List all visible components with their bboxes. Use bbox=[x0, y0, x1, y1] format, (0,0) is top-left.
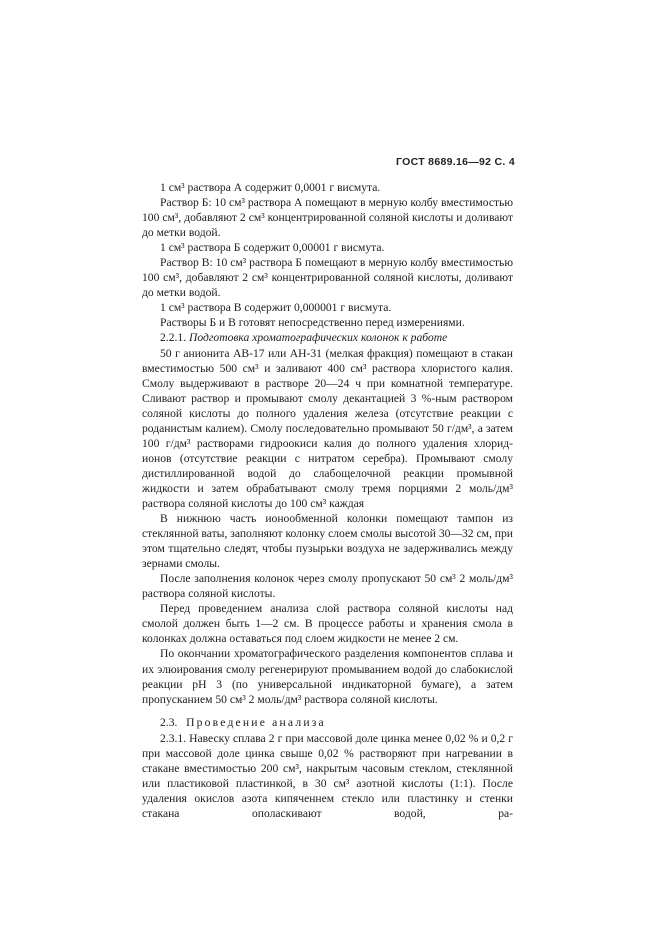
paragraph: Раствор Б: 10 см³ раствора А помещают в мерную колбу вместимостью 100 см³, добавляют 2 см³ концентрированной соляной кислоты и доливают до метки водой. bbox=[142, 196, 513, 240]
subsection-number: 2.2.1. bbox=[160, 331, 187, 345]
section-title: Проведение анализа bbox=[186, 715, 326, 729]
paragraph: По окончании хроматографического разделения компонентов сплава и их элюирования смолу регенерируют промыванием водой до слабокислой реакции рН 3 (по универсальной индикаторной бумаге), а затем пропусканием 50 см³ 2 моль/дм³ раствора соляной кислоты. bbox=[142, 647, 513, 706]
paragraph: В нижнюю часть ионообменной колонки помещают тампон из стеклянной ваты, заполняют колонку слоем смолы высотой 30—32 см, при этом тщательно следят, чтобы пузырьки воздуха не задерживались между зернами смолы. bbox=[142, 512, 513, 571]
paragraph: Растворы Б и В готовят непосредственно перед измерениями. bbox=[160, 316, 465, 330]
subsection-heading bbox=[142, 330, 513, 345]
paragraph: 50 г анионита АВ-17 или АН-31 (мелкая фракция) помещают в стакан вместимостью 500 см³ и заливают 400 см³ раствора хлористого калия. Смолу выдерживают в растворе 20—24 ч при комнатной температуре. Сливают раствор и промывают смолу декантацией 3 %-ным раствором соляной кислоты до полного удаления железа (отсутствие реакции с роданистым калием). Смолу последовательно промывают 50 г/дм³, а затем 100 г/дм³ растворами гидроокиси калия до полного удаления хлорид-ионов (отсутствие реакции с нитратом серебра). Промывают смолу дистиллированной водой до слабощелочной реакции промывной жидкости и затем обрабатывают смолу тремя порциями 2 моль/дм³ раствора соляной кислоты до 100 см³ каждая bbox=[142, 346, 513, 510]
subsection-title: Подготовка хроматографических колонок к работе bbox=[189, 331, 448, 345]
paragraph: Перед проведением анализа слой раствора соляной кислоты над смолой должен быть 1—2 см. В процессе работы и хранения смола в колонках должна оставаться под слоем жидкости не менее 2 см. bbox=[142, 602, 513, 646]
paragraph: 1 см³ раствора В содержит 0,000001 г висмута. bbox=[160, 301, 392, 315]
paragraph: 1 см³ раствора А содержит 0,0001 г висмута. bbox=[160, 181, 381, 194]
document-body bbox=[142, 180, 513, 821]
paragraph: 2.3.1. Навеску сплава 2 г при массовой доле цинка менее 0,02 % и 0,2 г при массовой доле цинка свыше 0,02 % растворяют при нагревании в стакане вместимостью 200 см³, накрытым часовым стеклом, стеклянной или пластиковой пластинкой, в 30 см³ азотной кислоты (1:1). После удаления окислов азота кипяченнем стекло или пластинку и стенки стакана ополаскивают водой, ра- bbox=[142, 731, 513, 820]
section-number: 2.3. bbox=[160, 715, 178, 729]
paragraph: После заполнения колонок через смолу пропускают 50 см³ 2 моль/дм³ раствора соляной кислоты. bbox=[142, 572, 513, 601]
page-header: ГОСТ 8689.16—92 С. 4 bbox=[396, 156, 515, 168]
section-heading bbox=[142, 715, 513, 730]
paragraph: 1 см³ раствора Б содержит 0,00001 г висмута. bbox=[160, 241, 385, 255]
paragraph: Раствор В: 10 см³ раствора Б помещают в мерную колбу вместимостью 100 см³, добавляют 2 см³ концентрированной соляной кислоты, доливают до метки водой. bbox=[142, 256, 513, 300]
